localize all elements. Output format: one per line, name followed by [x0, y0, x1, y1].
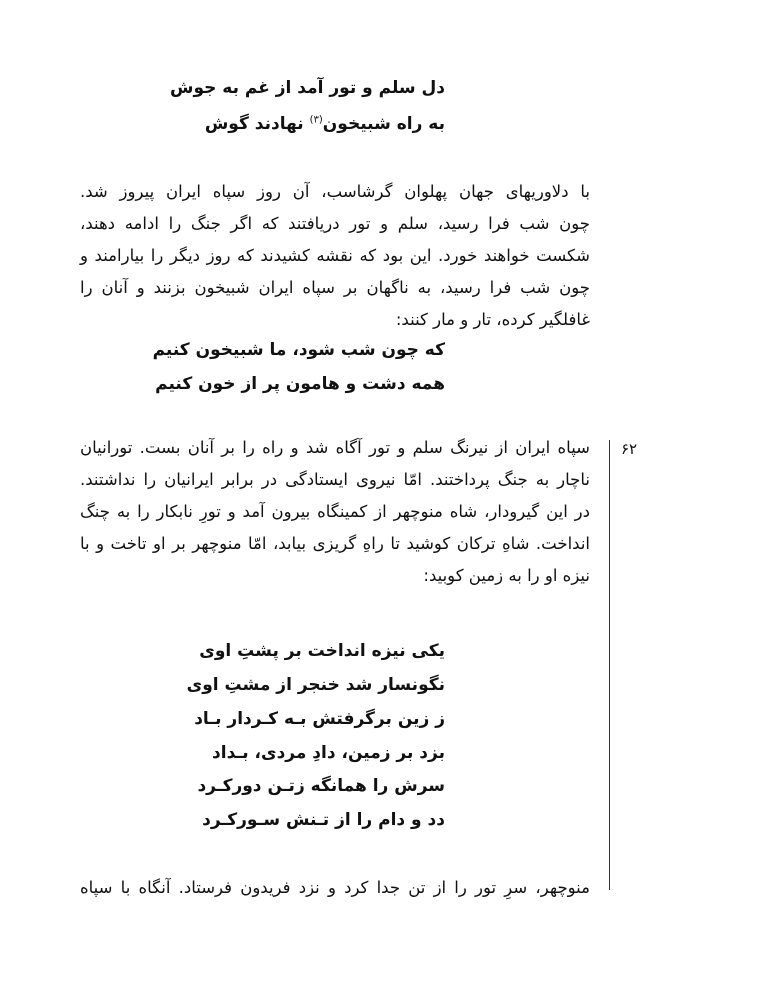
poem-1-line-1: دل سلم و تور آمد از غم به جوش [170, 78, 445, 98]
paragraph-1-line: چون شب فرا رسید، سلم و تور دریافتند که اگر جنگ را ادامه دهند، [80, 214, 590, 233]
paragraph-2-line: در این گیرودار، شاه منوچهر از کمینگاه بیرون آمد و تورِ نابکار را به چنگ [80, 502, 590, 521]
paragraph-1-line: با دلاوریهای جهان پهلوان گرشاسب، آن روز سپاه ایران پیروز شد. [80, 182, 590, 201]
margin-rule [609, 440, 610, 890]
poem-3-line-6: دد و دام را از تـنش سـورکـرد [202, 810, 445, 830]
paragraph-2-line: ناچار به جنگ پرداختند. امّا نیروی ایستادگی در برابر ایرانیان را نداشتند. [80, 470, 590, 489]
poem-2-line-1: که چون شب شود، ما شبیخون کنیم [152, 340, 445, 360]
paragraph-3-line: منوچهر، سرِ تور را از تن جدا کرد و نزد فریدون فرستاد. آنگاه با سپاه [80, 878, 590, 897]
poem-1-line-2-text: به راه شبیخون [322, 114, 445, 134]
paragraph-2-line: نیزه او را به زمین کوبید: [423, 566, 590, 585]
paragraph-2-line: سپاه ایران از نیرنگ سلم و تور آگاه شد و راه را بر آنان بست. تورانیان [80, 438, 590, 457]
page-number: ۶۲ [621, 440, 638, 458]
paragraph-1-line: چون شب فرا رسید، به ناگهان بر سپاه ایران شبیخون بزنند و آنان را [80, 278, 590, 297]
poem-3-line-3: ز زین برگرفتش بـه کـردار بـاد [194, 709, 445, 729]
poem-1-line-2-end: نهادند گوش [204, 114, 310, 134]
paragraph-2 [80, 432, 590, 592]
paragraph-1-line: شکست خواهند خورد. این بود که نقشه کشیدند که روز دیگر را بیارامند و [80, 246, 590, 265]
poem-3-line-1: یکی نیزه انداخت بر پشتِ اوی [199, 641, 445, 661]
poem-3-line-5: سرش را همانگه زتـن دورکـرد [197, 776, 445, 796]
footnote-marker: (۳) [309, 114, 323, 126]
poem-3-line-4: بزد بر زمین، دادِ مردی، بـداد [212, 743, 445, 763]
paragraph-2-line: انداخت. شاهِ ترکان کوشید تا راهِ گریزی بیابد، امّا منوچهر بر او تاخت و با [80, 534, 590, 553]
poem-3-line-2: نگونسار شد خنجر از مشتِ اوی [186, 675, 445, 695]
poem-1-line-2 [205, 114, 445, 134]
paragraph-1-line: غافلگیر کرده، تار و مار کنند: [395, 310, 590, 329]
paragraph-3 [80, 872, 590, 904]
paragraph-1 [80, 176, 590, 336]
poem-2-line-2: همه دشت و هامون پر از خون کنیم [155, 374, 445, 394]
